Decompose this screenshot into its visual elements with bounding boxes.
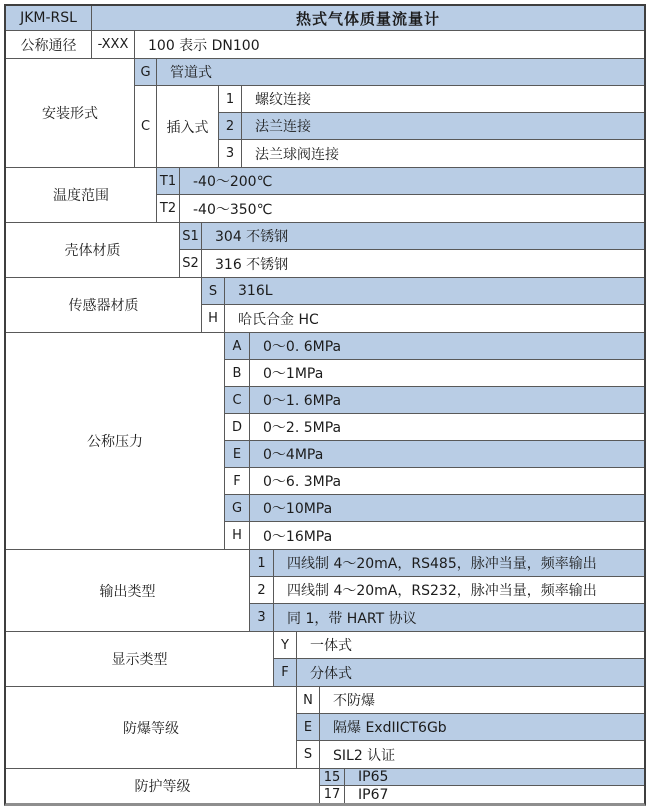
explosion-option-code: S — [297, 741, 320, 768]
pressure-option-value: 0～4MPa — [263, 447, 324, 463]
pressure-option-code: E — [225, 441, 250, 467]
product-title: 热式气体质量流量计 — [295, 9, 440, 28]
install-insert-option-value: 法兰球阀连接 — [255, 146, 339, 163]
pressure-option-row — [225, 441, 644, 468]
nominal-pressure-label: 公称压力 — [6, 333, 225, 549]
protection-option-row — [320, 786, 644, 803]
install-insert-option-row — [219, 113, 644, 140]
pressure-option-row — [225, 333, 644, 360]
section-display-type — [6, 632, 644, 687]
pressure-option-value: 0～1MPa — [263, 366, 324, 382]
output-option-code: 2 — [250, 577, 274, 603]
install-pipe-row — [135, 59, 644, 86]
display-option-code: Y — [274, 632, 297, 658]
install-insert-option-code: 3 — [219, 140, 242, 167]
output-option-row — [250, 604, 644, 631]
explosion-option-value: 隔爆 ExdIICT6Gb — [333, 720, 447, 736]
header-row — [6, 6, 644, 31]
install-insert-option-row — [219, 86, 644, 113]
display-option-value: 一体式 — [310, 638, 352, 654]
model-selection-table — [4, 4, 646, 806]
pressure-option-value: 0～6. 3MPa — [263, 474, 342, 490]
pressure-option-code: F — [225, 468, 250, 494]
housing-material-label: 壳体材质 — [6, 223, 180, 277]
temperature-option-row — [157, 168, 644, 195]
nominal-diameter-label: 公称通径 — [6, 31, 92, 58]
explosion-option-row — [297, 687, 644, 714]
temperature-option-value: -40～350℃ — [193, 201, 273, 218]
housing-option-value: 316 不锈钢 — [215, 256, 289, 273]
sensor-option-value: 哈氏合金 HC — [238, 311, 319, 328]
install-insert-option-code: 1 — [219, 86, 242, 112]
pressure-option-row — [225, 468, 644, 495]
temperature-option-row — [157, 195, 644, 222]
pressure-option-row — [225, 495, 644, 522]
display-option-row — [274, 632, 644, 659]
pressure-option-code: B — [225, 360, 250, 386]
output-option-code: 1 — [250, 550, 274, 576]
temperature-option-value: -40～200℃ — [193, 174, 273, 190]
output-option-value: 四线制 4～20mA，RS232，脉冲当量，频率输出 — [287, 583, 597, 599]
pressure-option-code: D — [225, 414, 250, 440]
protection-option-value: IP67 — [358, 786, 389, 803]
housing-option-code: S2 — [180, 250, 202, 277]
output-type-label: 输出类型 — [6, 550, 250, 631]
explosion-option-value: 不防爆 — [333, 693, 375, 709]
install-insert-name: 插入式 — [157, 86, 219, 167]
install-insert-option-value: 螺纹连接 — [255, 92, 311, 108]
pressure-option-value: 0～16MPa — [263, 528, 333, 545]
explosion-option-row — [297, 714, 644, 741]
pressure-option-value: 0～10MPa — [263, 501, 333, 517]
install-type-label: 安装形式 — [6, 59, 135, 167]
section-housing-material — [6, 223, 644, 278]
sensor-option-row — [202, 278, 644, 305]
pressure-option-code: A — [225, 333, 250, 359]
pressure-option-row — [225, 387, 644, 414]
install-insert-code: C — [135, 86, 157, 167]
section-temperature-range — [6, 168, 644, 223]
output-option-code: 3 — [250, 604, 274, 631]
output-option-value: 同 1，带 HART 协议 — [287, 610, 417, 627]
pressure-option-value: 0～2. 5MPa — [263, 420, 342, 436]
sensor-option-row — [202, 305, 644, 332]
output-option-row — [250, 577, 644, 604]
install-insert-option-code: 2 — [219, 113, 242, 139]
protection-grade-label: 防护等级 — [6, 769, 320, 803]
install-pipe-code: G — [135, 59, 157, 85]
section-protection-grade — [6, 769, 644, 803]
protection-option-value: IP65 — [358, 769, 389, 785]
pressure-option-row — [225, 522, 644, 549]
display-option-value: 分体式 — [310, 665, 352, 682]
housing-option-row — [180, 223, 644, 250]
pressure-option-value: 0～0. 6MPa — [263, 339, 342, 355]
pressure-option-code: H — [225, 522, 250, 549]
explosion-proof-label: 防爆等级 — [6, 687, 297, 768]
explosion-option-value: SIL2 认证 — [333, 747, 396, 764]
section-output-type — [6, 550, 644, 632]
explosion-option-row — [297, 741, 644, 768]
protection-option-row — [320, 769, 644, 786]
pressure-option-code: G — [225, 495, 250, 521]
display-type-label: 显示类型 — [6, 632, 274, 686]
model-code: JKM-RSL — [6, 6, 92, 30]
install-insert-option-value: 法兰连接 — [255, 119, 311, 135]
nominal-diameter-value: 100 表示 DN100 — [148, 37, 260, 54]
housing-option-code: S1 — [180, 223, 202, 249]
output-option-row — [250, 550, 644, 577]
install-insert-option-row — [219, 140, 644, 167]
protection-option-code: 17 — [320, 786, 345, 803]
section-explosion-proof-grade — [6, 687, 644, 769]
nominal-diameter-code: -XXX — [92, 31, 135, 58]
explosion-option-code: N — [297, 687, 320, 713]
sensor-option-value: 316L — [238, 283, 273, 299]
pressure-option-value: 0～1. 6MPa — [263, 393, 342, 409]
sensor-material-label: 传感器材质 — [6, 278, 202, 332]
protection-option-code: 15 — [320, 769, 345, 785]
housing-option-value: 304 不锈钢 — [215, 229, 289, 245]
install-pipe-value: 管道式 — [170, 65, 212, 81]
sensor-option-code: H — [202, 305, 225, 332]
display-option-code: F — [274, 659, 297, 686]
explosion-option-code: E — [297, 714, 320, 740]
housing-option-row — [180, 250, 644, 277]
pressure-option-code: C — [225, 387, 250, 413]
section-install-type — [6, 59, 644, 168]
temperature-option-code: T1 — [157, 168, 180, 194]
temperature-range-label: 温度范围 — [6, 168, 157, 222]
pressure-option-row — [225, 360, 644, 387]
section-sensor-material — [6, 278, 644, 333]
display-option-row — [274, 659, 644, 686]
temperature-option-code: T2 — [157, 195, 180, 222]
pressure-option-row — [225, 414, 644, 441]
nominal-diameter-row — [92, 31, 644, 58]
output-option-value: 四线制 4～20mA，RS485，脉冲当量，频率输出 — [287, 556, 597, 572]
section-nominal-pressure — [6, 333, 644, 550]
install-insert-block — [135, 86, 644, 167]
section-nominal-diameter — [6, 31, 644, 59]
sensor-option-code: S — [202, 278, 225, 304]
